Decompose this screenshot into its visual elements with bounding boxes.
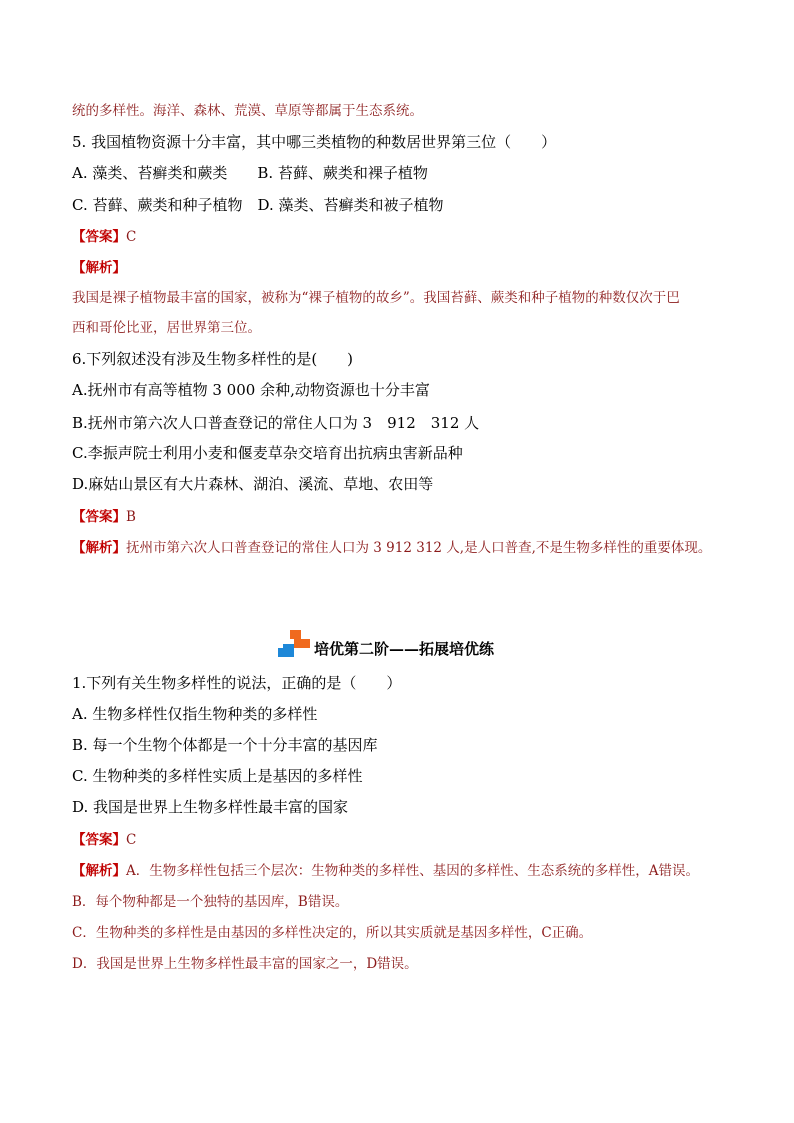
step-block-orange xyxy=(294,639,310,648)
section-steps-icon xyxy=(278,630,314,660)
q5-answer xyxy=(72,226,136,247)
analysis-tag: 【解析】 xyxy=(72,540,126,556)
q6-option-a: A.抚州市有高等植物 3 000 余种,动物资源也十分丰富 xyxy=(72,381,430,399)
q5-analysis-tag xyxy=(72,257,126,278)
step-block-blue-top xyxy=(283,644,294,648)
s2q1-option-b: B. 每一个生物个体都是一个十分丰富的基因库 xyxy=(72,736,378,754)
q5-options-cd: C. 苔藓、蕨类和种子植物 D. 藻类、苔癣类和被子植物 xyxy=(72,196,444,214)
answer-tag: 【答案】 xyxy=(72,832,126,848)
analysis-text: A．生物多样性包括三个层次：生物种类的多样性、基因的多样性、生态系统的多样性，A错误。 xyxy=(126,863,699,879)
answer-value: C xyxy=(126,229,137,245)
analysis-text: 抚州市第六次人口普查登记的常住人口为 3 912 312 人,是人口普查,不是生物多样性的重要体现。 xyxy=(126,540,712,556)
q6-option-d: D.麻姑山景区有大片森林、湖泊、溪流、草地、农田等 xyxy=(72,475,434,493)
answer-value: B xyxy=(126,509,136,525)
s2q1-analysis-c: C．生物种类的多样性是由基因的多样性决定的，所以其实质就是基因多样性，C正确。 xyxy=(72,925,593,941)
q5-analysis-line-1: 我国是裸子植物最丰富的国家，被称为“裸子植物的故乡”。我国苔藓、蕨类和种子植物的种数仅次于巴 xyxy=(72,290,680,306)
s2q1-option-c: C. 生物种类的多样性实质上是基因的多样性 xyxy=(72,767,363,785)
section-heading xyxy=(0,630,794,660)
q5-analysis-line-2: 西和哥伦比亚，居世界第三位。 xyxy=(72,320,261,336)
q6-answer xyxy=(72,506,136,527)
s2q1-analysis-b: B．每个物种都是一个独特的基因库，B错误。 xyxy=(72,894,349,910)
q6-analysis xyxy=(72,537,711,558)
analysis-tag: 【解析】 xyxy=(72,863,126,879)
q5-stem: 5. 我国植物资源十分丰富，其中哪三类植物的种数居世界第三位（ ） xyxy=(72,133,557,151)
analysis-tag: 【解析】 xyxy=(72,260,126,276)
s2q1-answer xyxy=(72,829,136,850)
answer-tag: 【答案】 xyxy=(72,509,126,525)
q6-stem: 6.下列叙述没有涉及生物多样性的是( ) xyxy=(72,350,354,368)
s2q1-option-d: D. 我国是世界上生物多样性最丰富的国家 xyxy=(72,798,349,816)
s2q1-analysis-a xyxy=(72,860,699,881)
step-block-blue xyxy=(278,648,294,657)
answer-value: C xyxy=(126,832,137,848)
q6-option-b: B.抚州市第六次人口普查登记的常住人口为 3 912 312 人 xyxy=(72,414,480,432)
s2q1-analysis-d: D．我国是世界上生物多样性最丰富的国家之一，D错误。 xyxy=(72,956,418,972)
step-block-orange-top xyxy=(290,630,301,639)
q5-options-ab: A. 藻类、苔癣类和蕨类 B. 苔藓、蕨类和裸子植物 xyxy=(72,164,428,182)
continuation-text: 统的多样性。海洋、森林、荒漠、草原等都属于生态系统。 xyxy=(72,103,423,119)
section-title: 培优第二阶——拓展培优练 xyxy=(314,640,495,658)
s2q1-option-a: A. 生物多样性仅指生物种类的多样性 xyxy=(72,705,318,723)
answer-tag: 【答案】 xyxy=(72,229,126,245)
q6-option-c: C.李振声院士利用小麦和偃麦草杂交培育出抗病虫害新品种 xyxy=(72,444,463,462)
s2q1-stem: 1.下列有关生物多样性的说法，正确的是（ ） xyxy=(72,674,402,692)
